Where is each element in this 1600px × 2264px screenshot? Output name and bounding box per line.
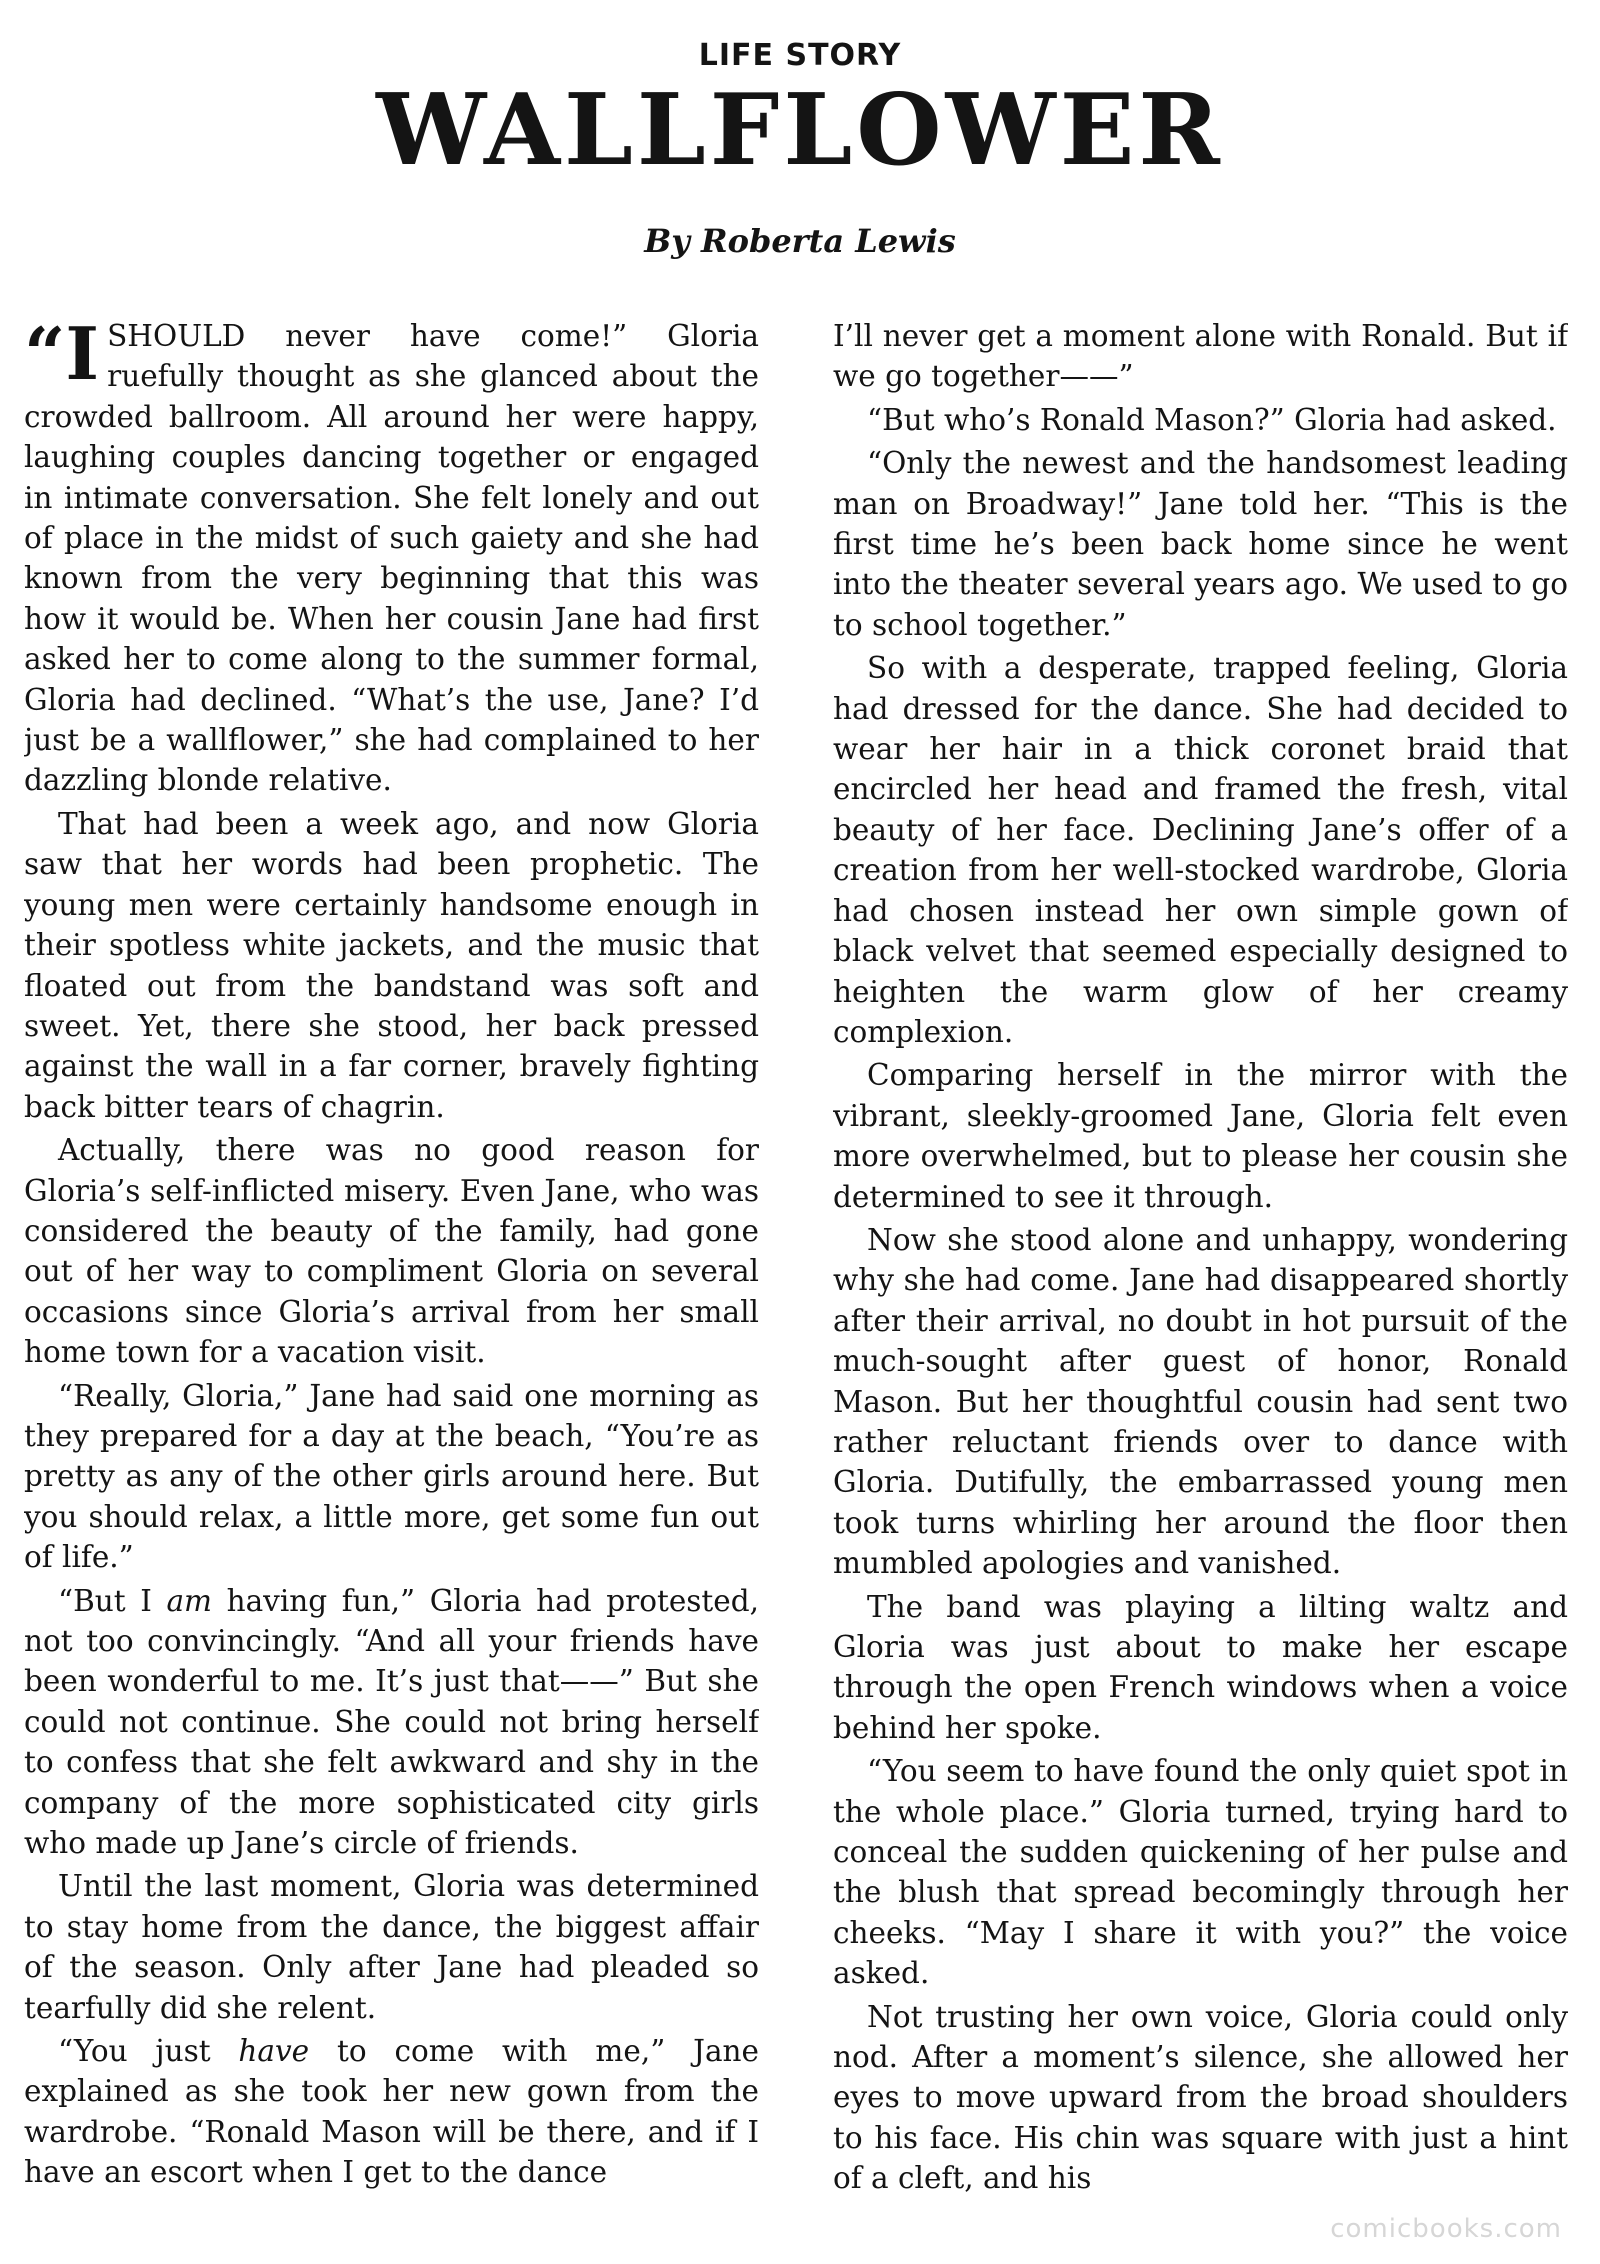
paragraph: I’ll never get a moment alone with Ronald. But if we go together——” <box>833 319 1568 394</box>
left-column <box>24 316 759 2264</box>
story-kicker: LIFE STORY <box>698 38 902 73</box>
paragraph: Until the last moment, Gloria was determined to stay home from the dance, the biggest affair of the season. Only after Jane had pleaded so tearfully did she relent. <box>24 1869 759 2025</box>
paragraph: Not trusting her own voice, Gloria could only nod. After a moment’s silence, she allowed her eyes to move upward from the broad shoulders to his face. His chin was square with just a hint of a cleft, and his <box>833 1999 1568 2196</box>
byline: By Roberta Lewis <box>644 222 956 260</box>
right-column <box>833 316 1568 2264</box>
paragraph: “You just have to come with me,” Jane explained as she took her new gown from the wardrobe. “Ronald Mason will be there, and if I have an escort when I get to the dance <box>24 2034 759 2190</box>
paragraph: That had been a week ago, and now Gloria saw that her words had been prophetic. The young men were certainly handsome enough in their spotless white jackets, and the music that floated out from the bandstand was soft and sweet. Yet, there she stood, her back pressed against the wall in a far corner, bravely fighting back bitter tears of chagrin. <box>24 806 759 1124</box>
article-body <box>24 316 1568 2264</box>
paragraph: “I SHOULD never have come!” Gloria ruefully thought as she glanced about the crowded ballroom. All around her were happy, laughing couples dancing together or engaged in intimate conversation. She felt lonely and out of place in the midst of such gaiety and she had known from the very beginning that this was how it would be. When her cousin Jane had first asked her to come along to the summer formal, Gloria had declined. “What’s the use, Jane? I’d just be a wallflower,” she had complained to her dazzling blonde relative. <box>24 316 759 798</box>
paragraph: “But I am having fun,” Gloria had protested, not too convincingly. “And all your friends have been wonderful to me. It’s just that——” But she could not continue. She could not bring herself to confess that she felt awkward and shy in the company of the more sophisticated city girls who made up Jane’s circle of friends. <box>24 1583 759 1861</box>
paragraph: “You seem to have found the only quiet spot in the whole place.” Gloria turned, trying hard to conceal the sudden quickening of her pulse and the blush that spread becomingly through her cheeks. “May I share it with you?” the voice asked. <box>833 1754 1568 1991</box>
story-title: WALLFLOWER <box>376 73 1224 188</box>
paragraph: “Really, Gloria,” Jane had said one morning as they prepared for a day at the beach, “You’re as pretty as any of the other girls around here. But you should relax, a little more, get some fun out of life.” <box>24 1378 759 1575</box>
site-watermark: comicbooks.com <box>1330 2214 1562 2244</box>
paragraph: Comparing herself in the mirror with the vibrant, sleekly-groomed Jane, Gloria felt even more overwhelmed, but to please her cousin she determined to see it through. <box>833 1058 1568 1214</box>
drop-cap: “I <box>24 316 100 396</box>
paragraph: The band was playing a lilting waltz and Gloria was just about to make her escape through the open French windows when a voice behind her spoke. <box>833 1589 1568 1745</box>
paragraph: So with a desperate, trapped feeling, Gloria had dressed for the dance. She had decided to wear her hair in a thick coronet braid that encircled her head and framed the fresh, vital beauty of her face. Declining Jane’s offer of a creation from her well-stocked wardrobe, Gloria had chosen instead her own simple gown of black velvet that seemed especially designed to heighten the warm glow of her creamy complexion. <box>833 651 1568 1049</box>
paragraph: Actually, there was no good reason for Gloria’s self-inflicted misery. Even Jane, who was considered the beauty of the family, had gone out of her way to compliment Gloria on several occasions since Gloria’s arrival from her small home town for a vacation visit. <box>24 1133 759 1370</box>
paragraph: “Only the newest and the handsomest leading man on Broadway!” Jane told her. “This is the first time he’s been back home since he went into the theater several years ago. We used to go to school together.” <box>833 446 1568 642</box>
paragraph: “But who’s Ronald Mason?” Gloria had asked. <box>867 402 1557 437</box>
paragraph: Now she stood alone and unhappy, wondering why she had come. Jane had disappeared shortly after their arrival, no doubt in hot pursuit of the much-sought after guest of honor, Ronald Mason. But her thoughtful cousin had sent two rather reluctant friends over to dance with Gloria. Dutifully, the embarrassed young men took turns whirling her around the floor then mumbled apologies and vanished. <box>833 1222 1568 1581</box>
